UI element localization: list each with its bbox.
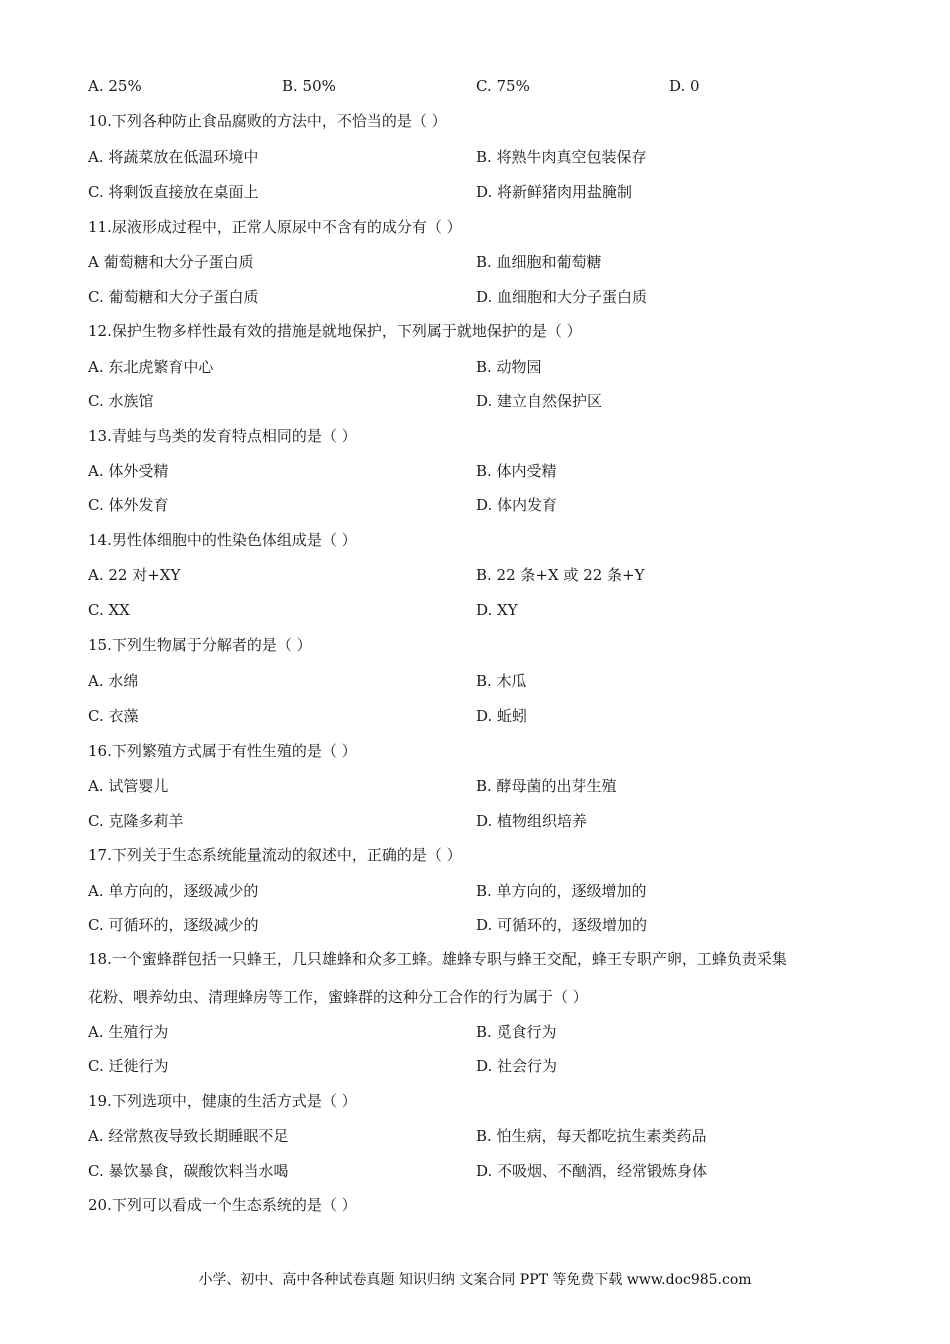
q9-option-c: C. 75% <box>476 77 530 95</box>
q9-option-a: A. 25% <box>88 77 142 95</box>
question-13-option-c: C. 体外发育 <box>88 496 169 514</box>
question-11-option-b: B. 血细胞和葡萄糖 <box>476 253 602 271</box>
question-19-option-d: D. 不吸烟、不酗酒，经常锻炼身体 <box>476 1162 708 1180</box>
question-18-stem: 18.一个蜜蜂群包括一只蜂王，几只雄蜂和众多工蜂。雄蜂专职与蜂王交配，蜂王专职产卵，工蜂负责采集 <box>88 950 787 968</box>
question-11-option-d: D. 血细胞和大分子蛋白质 <box>476 288 648 306</box>
question-17-option-b: B. 单方向的，逐级增加的 <box>476 882 647 900</box>
question-18-stem-continued: 花粉、喂养幼虫、清理蜂房等工作，蜜蜂群的这种分工合作的行为属于（ ） <box>88 988 588 1006</box>
question-17-option-a: A. 单方向的，逐级减少的 <box>88 882 259 900</box>
question-16-option-b: B. 酵母菌的出芽生殖 <box>476 777 617 795</box>
question-12-option-b: B. 动物园 <box>476 358 542 376</box>
question-12-option-d: D. 建立自然保护区 <box>476 392 603 410</box>
question-15-option-d: D. 蚯蚓 <box>476 707 528 725</box>
question-14-option-d: D. XY <box>476 601 518 619</box>
question-10-stem: 10.下列各种防止食品腐败的方法中，不恰当的是（ ） <box>88 112 447 130</box>
question-11-stem: 11.尿液形成过程中，正常人原尿中不含有的成分有（ ） <box>88 218 462 236</box>
question-13-option-b: B. 体内受精 <box>476 462 557 480</box>
question-10-option-b: B. 将熟牛肉真空包装保存 <box>476 148 647 166</box>
question-11-option-c: C. 葡萄糖和大分子蛋白质 <box>88 288 259 306</box>
question-20-stem: 20.下列可以看成一个生态系统的是（ ） <box>88 1196 357 1214</box>
question-18-option-b: B. 觅食行为 <box>476 1023 557 1041</box>
question-19-option-a: A. 经常熬夜导致长期睡眠不足 <box>88 1127 289 1145</box>
question-19-option-c: C. 暴饮暴食，碳酸饮料当水喝 <box>88 1162 289 1180</box>
question-17-option-d: D. 可循环的，逐级增加的 <box>476 916 648 934</box>
page-footer: 小学、初中、高中各种试卷真题 知识归纳 文案合同 PPT 等免费下载 www.doc985.com <box>198 1272 752 1288</box>
question-18-option-a: A. 生殖行为 <box>88 1023 169 1041</box>
question-14-option-a: A. 22 对+XY <box>88 566 181 584</box>
q9-option-b: B. 50% <box>282 77 336 95</box>
question-17-stem: 17.下列关于生态系统能量流动的叙述中，正确的是（ ） <box>88 846 462 864</box>
question-15-option-c: C. 衣藻 <box>88 707 139 725</box>
question-16-option-c: C. 克隆多莉羊 <box>88 812 184 830</box>
question-16-option-d: D. 植物组织培养 <box>476 812 588 830</box>
question-18-option-d: D. 社会行为 <box>476 1057 558 1075</box>
question-15-option-a: A. 水绵 <box>88 672 139 690</box>
question-14-option-c: C. XX <box>88 601 130 619</box>
question-13-stem: 13.青蛙与鸟类的发育特点相同的是（ ） <box>88 427 357 445</box>
question-12-option-c: C. 水族馆 <box>88 392 154 410</box>
question-12-option-a: A. 东北虎繁育中心 <box>88 358 214 376</box>
question-16-stem: 16.下列繁殖方式属于有性生殖的是（ ） <box>88 742 357 760</box>
question-11-option-a: A 葡萄糖和大分子蛋白质 <box>88 253 254 271</box>
question-10-option-a: A. 将蔬菜放在低温环境中 <box>88 148 259 166</box>
question-15-option-b: B. 木瓜 <box>476 672 527 690</box>
q9-option-d: D. 0 <box>669 77 700 95</box>
question-13-option-a: A. 体外受精 <box>88 462 169 480</box>
question-14-option-b: B. 22 条+X 或 22 条+Y <box>476 566 645 584</box>
question-13-option-d: D. 体内发育 <box>476 496 558 514</box>
question-19-stem: 19.下列选项中，健康的生活方式是（ ） <box>88 1092 357 1110</box>
question-16-option-a: A. 试管婴儿 <box>88 777 169 795</box>
question-12-stem: 12.保护生物多样性最有效的措施是就地保护，下列属于就地保护的是（ ） <box>88 322 582 340</box>
question-17-option-c: C. 可循环的，逐级减少的 <box>88 916 259 934</box>
question-19-option-b: B. 怕生病，每天都吃抗生素类药品 <box>476 1127 707 1145</box>
question-15-stem: 15.下列生物属于分解者的是（ ） <box>88 636 312 654</box>
question-10-option-c: C. 将剩饭直接放在桌面上 <box>88 183 259 201</box>
question-18-option-c: C. 迁徙行为 <box>88 1057 169 1075</box>
question-10-option-d: D. 将新鲜猪肉用盐腌制 <box>476 183 633 201</box>
question-14-stem: 14.男性体细胞中的性染色体组成是（ ） <box>88 531 357 549</box>
